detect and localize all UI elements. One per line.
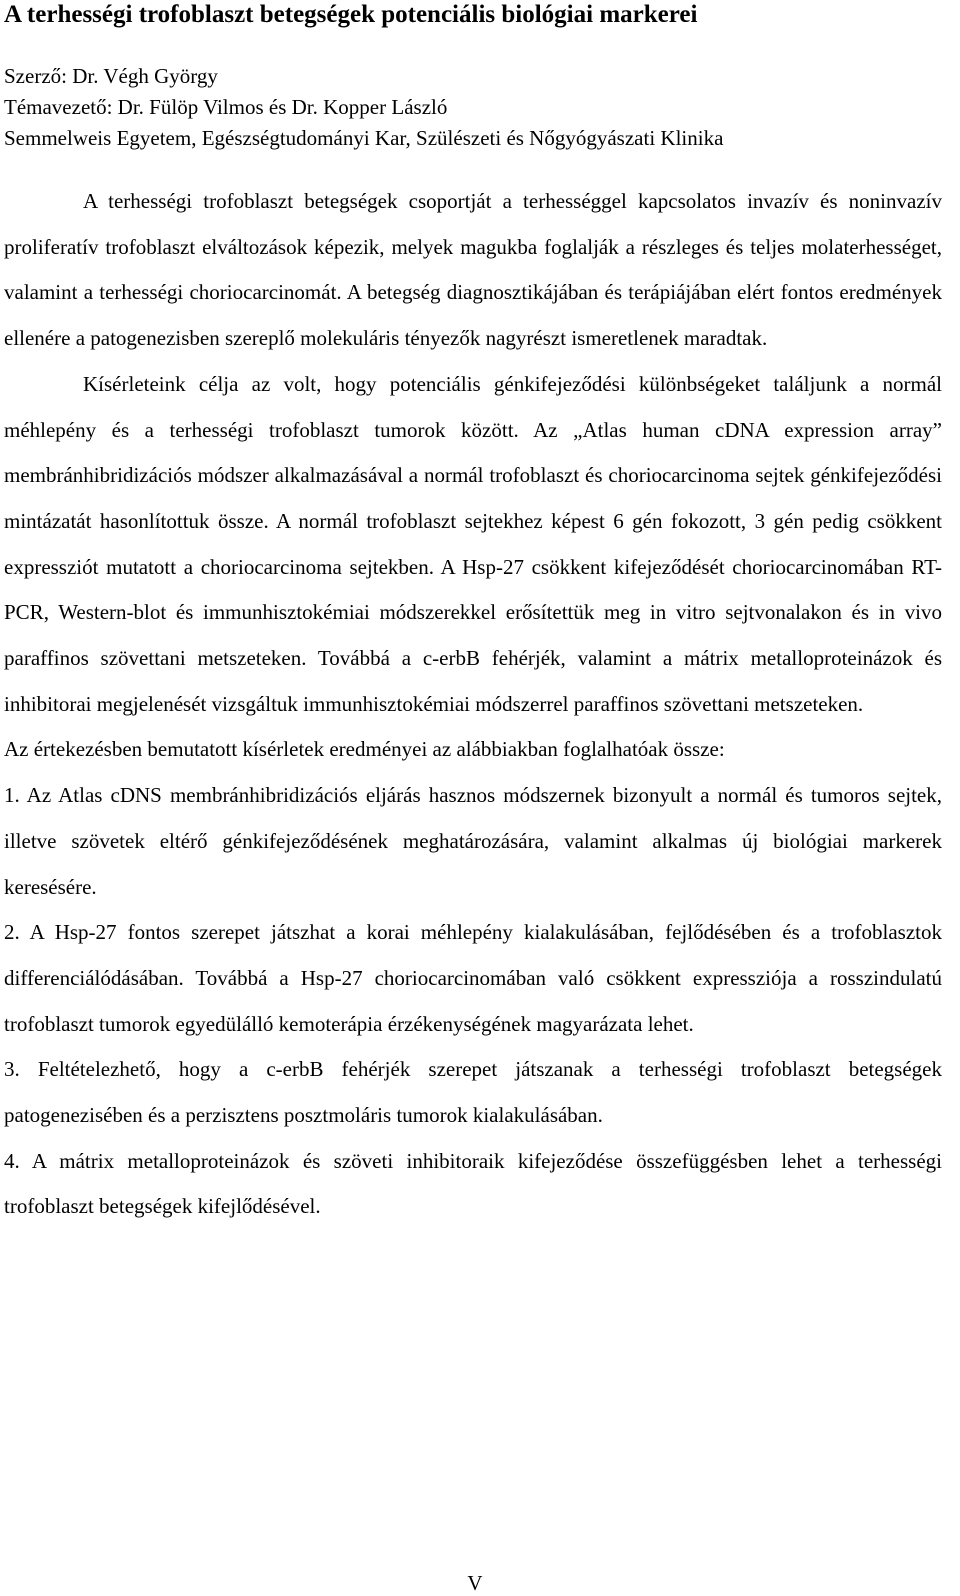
document-page (4, 0, 942, 1230)
author-line: Szerző: Dr. Végh György (4, 64, 218, 88)
abstract-paragraph: Kísérleteink célja az volt, hogy potenciális génkifejeződési különbségeket találjunk a normál méhlepény és a terhességi trofoblaszt tumorok között. Az „Atlas human cDNA expression array” membránhibridizációs módszer alkalmazásával a normál trofoblaszt és choriocarcinoma sejtek génkifejeződési mintázatát hasonlítottuk össze. A normál trofoblaszt sejtekhez képest 6 gén fokozott, 3 gén pedig csökkent expressziót mutatott a choriocarcinoma sejtekben. A Hsp-27 csökkent kifejeződését choriocarcinomában RT-PCR, Western-blot és immunhisztokémiai módszerekkel erősítettük meg in vitro sejtvonalakon és in vivo paraffinos szövettani metszeteken. Továbbá a c-erbB fehérjék, valamint a mátrix metalloproteinázok és inhibitorai megjelenését vizsgáltuk immunhisztokémiai módszerrel paraffinos szövettani metszeteken. (4, 371, 942, 716)
document-title: A terhességi trofoblaszt betegségek potenciális biológiai markerei (4, 1, 698, 28)
page-number: V (467, 1571, 483, 1595)
document-meta (4, 61, 942, 154)
abstract-body (4, 179, 942, 1230)
summary-intro: Az értekezésben bemutatott kísérletek eredményei az alábbiakban foglalhatóak össze: (4, 737, 725, 762)
finding-item: 3. Feltételezhető, hogy a c-erbB fehérjék szerepet játszanak a terhességi trofoblaszt betegségek patogenezisében és a perzisztens posztmoláris tumorok kialakulásában. (4, 1057, 942, 1128)
abstract-paragraph: A terhességi trofoblaszt betegségek csoportját a terhességgel kapcsolatos invazív és noninvazív proliferatív trofoblaszt elváltozások képezik, melyek magukba foglalják a részleges és teljes molaterhességet, valamint a terhességi choriocarcinomát. A betegség diagnosztikájában és terápiájában elért fontos eredmények ellenére a patogenezisben szereplő molekuláris tényezők nagyrészt ismeretlenek maradtak. (4, 189, 942, 351)
institution-line: Semmelweis Egyetem, Egészségtudományi Kar, Szülészeti és Nőgyógyászati Klinika (4, 126, 724, 150)
finding-item: 4. A mátrix metalloproteinázok és szöveti inhibitoraik kifejeződése összefüggésben lehet a terhességi trofoblaszt betegségek kifejlődésével. (4, 1148, 942, 1219)
supervisor-line: Témavezető: Dr. Fülöp Vilmos és Dr. Kopper László (4, 95, 448, 119)
finding-item: 2. A Hsp-27 fontos szerepet játszhat a korai méhlepény kialakulásában, fejlődésében és a trofoblasztok differenciálódásában. Továbbá a Hsp-27 choriocarcinomában való csökkent expressziója a rosszindulatú trofoblaszt tumorok egyedülálló kemoterápia érzékenységének magyarázata lehet. (4, 920, 942, 1036)
finding-item: 1. Az Atlas cDNS membránhibridizációs eljárás hasznos módszernek bizonyult a normál és tumoros sejtek, illetve szövetek eltérő génkifejeződésének meghatározására, valamint alkalmas új biológiai markerek keresésére. (4, 783, 942, 899)
